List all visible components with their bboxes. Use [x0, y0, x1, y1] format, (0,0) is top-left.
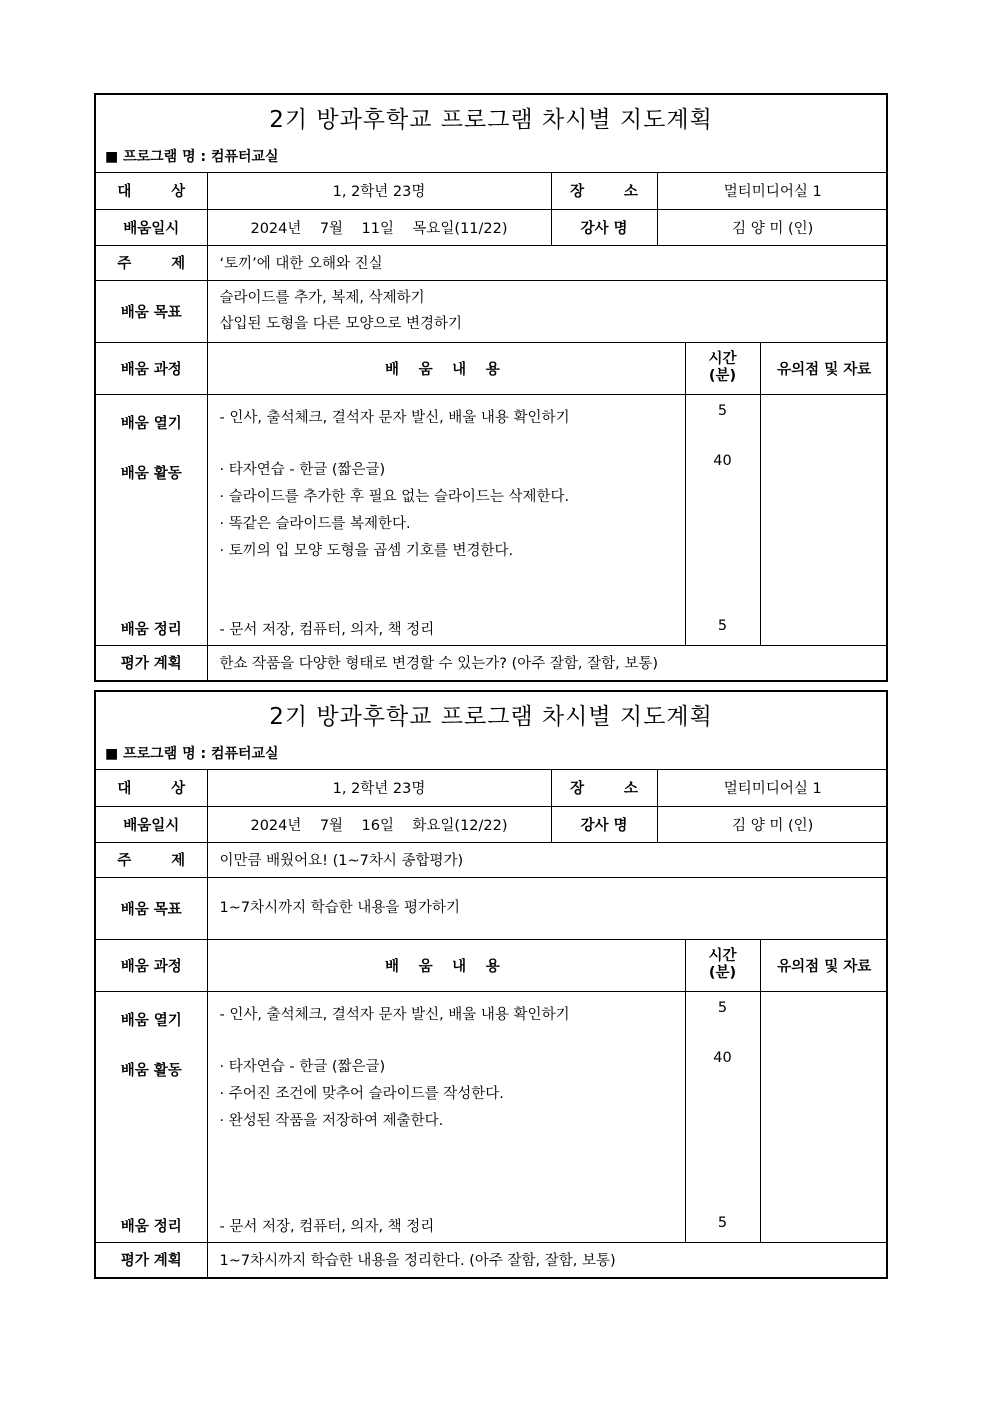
- goal-item: 슬라이드를 추가, 복제, 삭제하기: [219, 290, 425, 306]
- stage-column: [96, 991, 207, 1242]
- time-header-line2: (분): [708, 965, 737, 981]
- stage-activity: 배움 활동: [120, 465, 182, 482]
- process-header-row: [96, 939, 888, 991]
- activity-item: · 슬라이드를 추가한 후 필요 없는 슬라이드는 삭제한다.: [219, 488, 570, 505]
- place-label: 장 소: [551, 173, 657, 209]
- eval-value: 1~7차시까지 학습한 내용을 정리한다. (아주 잘함, 잘함, 보통): [207, 1242, 888, 1277]
- open-content: - 인사, 출석체크, 결석자 문자 발신, 배울 내용 확인하기: [219, 1006, 570, 1023]
- goal-item: 1~7차시까지 학습한 내용을 평가하기: [219, 900, 461, 916]
- program-name-label: ■ 프로그램 명 :: [105, 149, 211, 165]
- date-label: 배움일시: [96, 806, 207, 842]
- notes-header: 유의점 및 자료: [760, 342, 888, 394]
- plan-title: 2기 방과후학교 프로그램 차시별 지도계획: [269, 107, 713, 133]
- program-name-line: [105, 743, 279, 763]
- time-header-line1: 시간: [708, 948, 737, 964]
- time-header: [685, 342, 760, 394]
- stage-open: 배움 열기: [120, 1012, 182, 1029]
- topic-row: [96, 842, 888, 877]
- target-label: 대 상: [96, 770, 207, 806]
- close-time: 5: [717, 1214, 728, 1231]
- eval-row: [96, 645, 888, 680]
- content-header: 배 움 내 용: [207, 342, 685, 394]
- eval-label: 평가 계획: [96, 1242, 207, 1277]
- target-row: [96, 770, 888, 806]
- goal-label: 배움 목표: [96, 280, 207, 342]
- activity-time: 40: [713, 1049, 732, 1066]
- activity-item: · 똑같은 슬라이드를 복제한다.: [219, 515, 411, 532]
- stage-column: [96, 394, 207, 645]
- place-value: 멀티미디어실 1: [657, 173, 888, 209]
- teacher-value: 김 양 미 (인): [657, 209, 888, 245]
- activity-time: 40: [713, 452, 732, 469]
- content-column: [207, 394, 685, 645]
- content-column: [207, 991, 685, 1242]
- target-row: [96, 173, 888, 209]
- process-label: 배움 과정: [96, 342, 207, 394]
- eval-label: 평가 계획: [96, 645, 207, 680]
- process-header-row: [96, 342, 888, 394]
- close-content: - 문서 저장, 컴퓨터, 의자, 책 정리: [219, 1218, 435, 1235]
- target-label: 대 상: [96, 173, 207, 209]
- stage-close: 배움 정리: [120, 621, 182, 638]
- goal-value: [207, 877, 888, 939]
- notes-column: [760, 394, 888, 645]
- plan-title: 2기 방과후학교 프로그램 차시별 지도계획: [269, 704, 713, 730]
- date-row: [96, 209, 888, 245]
- lesson-plan-2: [94, 690, 888, 1279]
- date-row: [96, 806, 888, 842]
- program-name: 컴퓨터교실: [210, 149, 279, 165]
- goal-row: [96, 877, 888, 939]
- stage-close: 배움 정리: [120, 1218, 182, 1235]
- open-content: - 인사, 출석체크, 결석자 문자 발신, 배울 내용 확인하기: [219, 409, 570, 426]
- goal-value: [207, 280, 888, 342]
- notes-column: [760, 991, 888, 1242]
- time-header-line2: (분): [708, 368, 737, 384]
- activity-item: · 타자연습 - 한글 (짧은글): [219, 1058, 386, 1075]
- activity-item: · 주어진 조건에 맞추어 슬라이드를 작성한다.: [219, 1085, 504, 1102]
- date-label: 배움일시: [96, 209, 207, 245]
- process-body-row: [96, 991, 888, 1242]
- eval-value: 한쇼 작품을 다양한 형태로 변경할 수 있는가? (아주 잘함, 잘함, 보통): [207, 645, 888, 680]
- time-header: [685, 939, 760, 991]
- topic-value: ‘토끼’에 대한 오해와 진실: [207, 245, 888, 280]
- open-time: 5: [717, 999, 728, 1016]
- plan-table: [96, 770, 888, 1277]
- topic-value: 이만큼 배웠어요! (1~7차시 종합평가): [207, 842, 888, 877]
- activity-item: · 타자연습 - 한글 (짧은글): [219, 461, 386, 478]
- program-name-label: ■ 프로그램 명 :: [105, 746, 211, 762]
- goal-row: [96, 280, 888, 342]
- notes-header: 유의점 및 자료: [760, 939, 888, 991]
- content-header: 배 움 내 용: [207, 939, 685, 991]
- goal-item: 삽입된 도형을 다른 모양으로 변경하기: [219, 316, 463, 332]
- stage-open: 배움 열기: [120, 415, 182, 432]
- eval-row: [96, 1242, 888, 1277]
- close-content: - 문서 저장, 컴퓨터, 의자, 책 정리: [219, 621, 435, 638]
- place-value: 멀티미디어실 1: [657, 770, 888, 806]
- process-body-row: [96, 394, 888, 645]
- plan-header: [96, 692, 886, 770]
- close-time: 5: [717, 617, 728, 634]
- lesson-plan-1: [94, 93, 888, 682]
- time-column: [685, 394, 760, 645]
- process-label: 배움 과정: [96, 939, 207, 991]
- target-value: 1, 2학년 23명: [207, 770, 551, 806]
- plan-table: [96, 173, 888, 680]
- topic-row: [96, 245, 888, 280]
- plan-header: [96, 95, 886, 173]
- date-value: 2024년 7월 11일 목요일(11/22): [207, 209, 551, 245]
- date-value: 2024년 7월 16일 화요일(12/22): [207, 806, 551, 842]
- teacher-label: 강사 명: [551, 209, 657, 245]
- teacher-label: 강사 명: [551, 806, 657, 842]
- target-value: 1, 2학년 23명: [207, 173, 551, 209]
- open-time: 5: [717, 402, 728, 419]
- topic-label: 주 제: [96, 245, 207, 280]
- activity-item: · 토끼의 입 모양 도형을 곱셈 기호를 변경한다.: [219, 542, 514, 559]
- goal-label: 배움 목표: [96, 877, 207, 939]
- stage-activity: 배움 활동: [120, 1062, 182, 1079]
- teacher-value: 김 양 미 (인): [657, 806, 888, 842]
- program-name-line: [105, 146, 279, 166]
- time-column: [685, 991, 760, 1242]
- program-name: 컴퓨터교실: [210, 746, 279, 762]
- place-label: 장 소: [551, 770, 657, 806]
- topic-label: 주 제: [96, 842, 207, 877]
- time-header-line1: 시간: [708, 351, 737, 367]
- activity-item: · 완성된 작품을 저장하여 제출한다.: [219, 1112, 444, 1129]
